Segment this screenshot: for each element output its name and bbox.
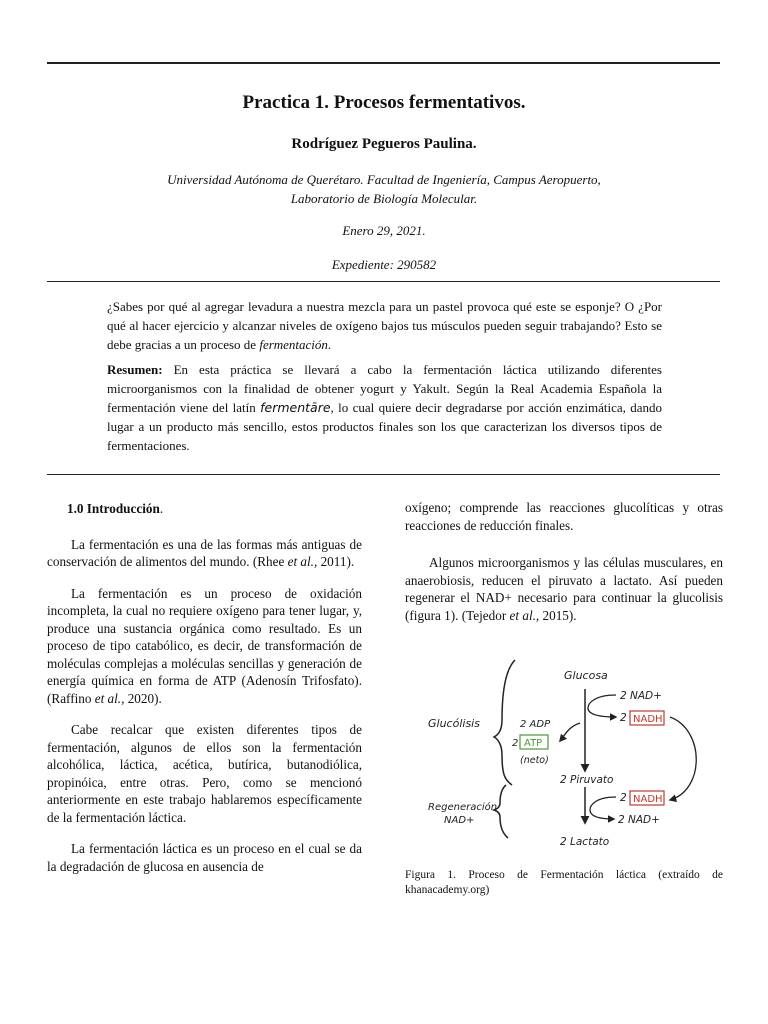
author-name: Rodríguez Pegueros Paulina. [291,136,477,152]
lactato-label: 2 Lactato [560,836,610,848]
rp2-text-a: Algunos microorganismos y las células musculares, en anaerobiosis, reducen el piruvato a lactato. Así pueden regenerar el NAD+ necesario para continuar la glucolisis (figura 1). (Tejedor [405,555,723,623]
intro-paragraph-1 [47,536,362,571]
glycolysis-brace [494,660,515,785]
right-paragraph-2 [405,554,723,624]
adp-label: 2 ADP [520,719,551,730]
piruvato-label: 2 Piruvato [560,774,614,786]
fermentation-diagram [420,655,720,855]
glucosa-label: Glucosa [564,669,608,682]
resumen-text-b: , lo cual quiere decir degradarse por acción enzimática, dando lugar a un producto más sencillo, estos productos finales son los que caracterizan los diversos tipos de fermentaciones. [107,400,662,453]
atp-arrow [560,723,580,741]
nad-out-label: 2 NAD+ [618,814,660,826]
resumen-latin-word: fermentāre [260,400,331,415]
abstract-bottom-rule [47,474,720,475]
glucolisis-label: Glucólisis [428,717,480,730]
section-heading-end: . [159,501,164,516]
affiliation [120,170,648,208]
abstract-hook [107,297,662,354]
right-column [405,499,723,638]
section-heading-text: 1.0 Introducción [67,501,160,516]
section-heading [47,500,362,518]
rp2-etal: et al., [509,607,540,623]
atp-label: ATP [524,738,543,749]
right-paragraph-1: oxígeno; comprende las reacciones glucolíticas y otras reacciones de reducción finales. [405,500,723,533]
intro-paragraph-2 [47,585,362,708]
affiliation-line-2: Laboratorio de Biología Molecular. [290,191,478,206]
figure-caption: Figura 1. Proceso de Fermentación láctica (extraído de khanacademy.org) [405,869,723,896]
date: Enero 29, 2021. [342,223,426,238]
nadh-out-label: NADH [633,714,663,725]
abstract-resumen [107,360,662,455]
hook-text: ¿Sabes por qué al agregar levadura a nuestra mezcla para un pastel provoca qué este se esponje? O ¿Por qué al hacer ejercicio y alcanzar niveles de oxígeno bajos tus músculos pueden seguir trabajando? Esto se debe gracias a un proceso de [107,299,662,352]
expediente: Expediente: 290582 [331,257,437,272]
header-rule [47,281,720,282]
p2-text-a: La fermentación es un proceso de oxidación incompleta, la cual no requiere oxígeno para tener lugar, y, produce una sustancia orgánica como resultado. Es un proceso de tipo catabólico, es decir, de transformación de moléculas complejas a moléculas sencillas y generación de energía química en forma de ATP (Adenosín Trifosfato). (Raffino [47,585,362,706]
hook-end: . [327,337,332,352]
p1-etal: et al., [287,554,318,569]
top-rule [47,62,720,64]
neto-label: (neto) [520,755,549,766]
affiliation-line-1: Universidad Autónoma de Querétaro. Facultad de Ingeniería, Campus Aeropuerto, [167,172,601,187]
nadh-in-label: NADH [633,794,663,805]
nad-reduction-arrow [588,695,616,717]
regeneracion-label: Regeneración [428,802,498,813]
p1-text-b: 2011). [317,554,355,569]
intro-paragraph-3: Cabe recalcar que existen diferentes tipos de fermentación, algunos de ellos son la fermentación alcohólica, láctica, acética, butírica, butanodiólica, propinóica, entre otras. Pero, como se mencionó anteriormente en este trabajo hablaremos específicamente de la fermentación láctica. [47,722,362,825]
nad-in-label: 2 NAD+ [620,690,662,702]
nad-regeneration-arrow [590,797,616,819]
nadh-recycle-arrow [670,717,696,800]
hook-emphasis: fermentación [259,337,328,352]
nadh-in-number: 2 [620,792,627,804]
left-column [47,500,362,889]
p1-text-a: La fermentación es una de las formas más antiguas de conservación de alimentos del mundo. (Rhee [47,536,362,569]
page-title: Practica 1. Procesos fermentativos. [242,92,526,113]
intro-paragraph-4: La fermentación láctica es un proceso en el cual se da la degradación de glucosa en ausencia de [47,841,362,874]
resumen-text-a: En esta práctica se llevará a cabo la fermentación láctica utilizando diferentes microorganismos con la finalidad de obtener yogurt y Yakult. Según la Real Academia Española la fermentación viene del latín [107,362,662,415]
rp2-text-b: 2015). [539,607,577,623]
regeneracion-nad-label: NAD+ [444,815,475,826]
resumen-label: Resumen: [107,362,163,377]
p2-etal: et al., [94,690,125,706]
p2-text-b: 2020). [124,690,162,706]
nadh-out-number: 2 [620,712,627,724]
atp-number: 2 [512,738,519,749]
